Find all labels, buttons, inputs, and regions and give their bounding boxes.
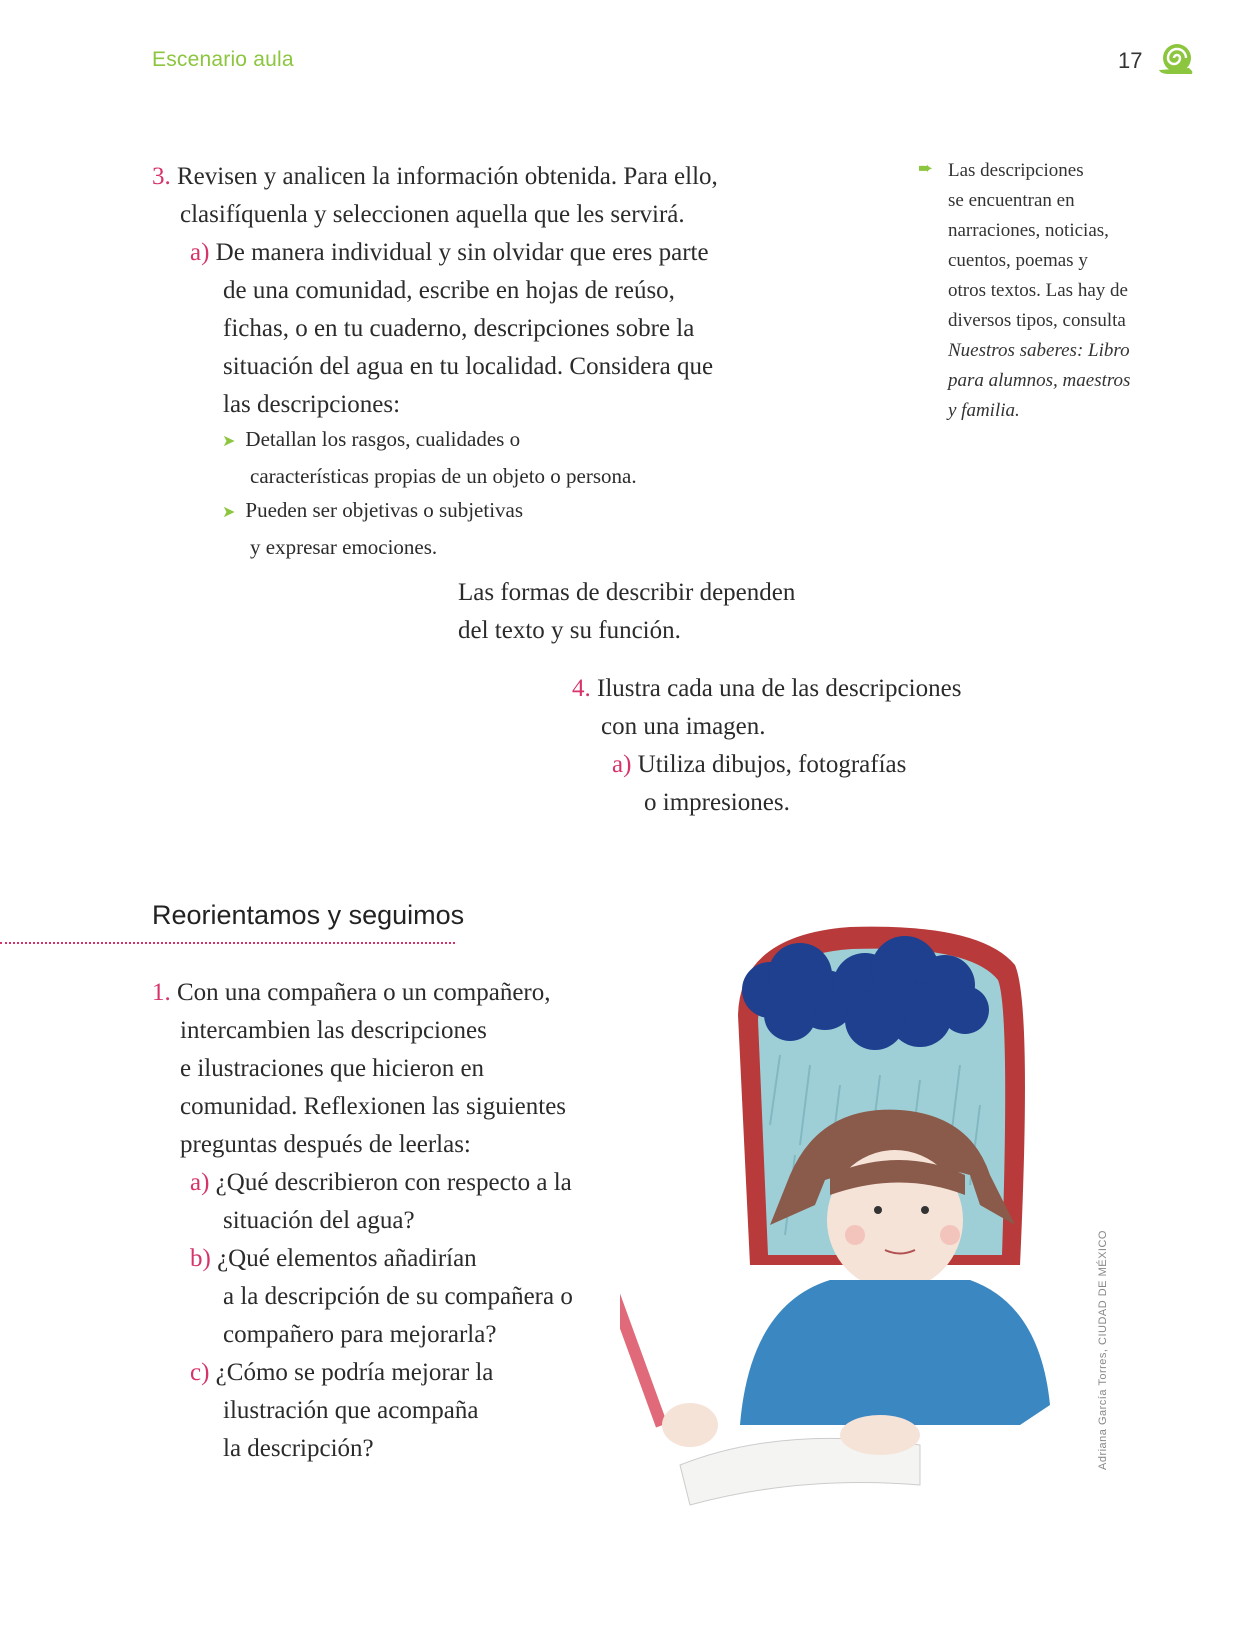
callout-text (458, 574, 878, 650)
bullet-arrow-icon: ➤ (222, 504, 236, 521)
question-letter: c) (190, 1359, 210, 1386)
step-3 (152, 158, 772, 234)
step-4-line: con una imagen. (601, 713, 766, 740)
step-3a-line: las descripciones: (223, 391, 401, 418)
callout-line: Las formas de describir dependen (458, 579, 796, 606)
question-list (190, 1164, 630, 1468)
step-3a-letter: a) (190, 239, 210, 266)
step-4-number: 4. (572, 675, 591, 702)
question-line: compañero para mejorarla? (223, 1321, 497, 1348)
step-4a-letter: a) (612, 751, 632, 778)
question-line: ¿Qué describieron con respecto a la (215, 1169, 572, 1196)
step-4a-line: o impresiones. (644, 789, 790, 816)
step-3a (190, 234, 790, 424)
question-line: situación del agua? (223, 1207, 415, 1234)
section-heading: Reorientamos y seguimos (152, 900, 465, 930)
step-3a-line: fichas, o en tu cuaderno, descripciones sobre la (223, 315, 695, 342)
side-note-line: diversos tipos, consulta (948, 310, 1126, 331)
bullet-list (222, 422, 782, 564)
question-letter: b) (190, 1245, 211, 1272)
item-1-line: intercambien las descripciones (180, 1017, 487, 1044)
question-line: ilustración que acompaña (223, 1397, 479, 1424)
side-note-line: otros textos. Las hay de (948, 280, 1128, 301)
side-note-line: cuentos, poemas y (948, 250, 1088, 271)
step-3a-line: de una comunidad, escribe en hojas de reúso, (223, 277, 675, 304)
girl-writing-illustration (620, 905, 1070, 1515)
bullet-line: características propias de un objeto o persona. (250, 464, 637, 488)
step-4 (572, 670, 1092, 746)
question-letter: a) (190, 1169, 210, 1196)
step-3a-line: situación del agua en tu localidad. Considera que (223, 353, 714, 380)
step-4-line: Ilustra cada una de las descripciones (597, 675, 962, 702)
step-4a (612, 746, 1032, 822)
page-number: 17 (1118, 48, 1143, 73)
bullet-arrow-icon: ➤ (222, 433, 236, 450)
note-arrow-icon: ➨ (918, 158, 934, 178)
step-4a-line: Utiliza dibujos, fotografías (637, 751, 907, 778)
side-note-reference: para alumnos, maestros (948, 370, 1131, 391)
side-note-line: se encuentran en (948, 190, 1075, 211)
callout-line: del texto y su función. (458, 617, 681, 644)
bullet-item (222, 422, 782, 459)
side-note-reference: y familia. (948, 400, 1020, 421)
side-note (948, 156, 1198, 426)
step-3-line: clasifíquenla y seleccionen aquella que les servirá. (180, 201, 685, 228)
side-note-line: narraciones, noticias, (948, 220, 1109, 241)
illustration-credit: Adriana García Torres, CIUDAD DE MÉXICO (1097, 1230, 1109, 1470)
item-1-line: e ilustraciones que hicieron en (180, 1055, 485, 1082)
side-note-line: Las descripciones (948, 160, 1084, 181)
item-1-line: preguntas después de leerlas: (180, 1131, 471, 1158)
item-1 (152, 974, 622, 1164)
section-divider (0, 942, 455, 944)
question-line: ¿Qué elementos añadirían (217, 1245, 477, 1272)
step-3-number: 3. (152, 163, 171, 190)
item-1-line: Con una compañera o un compañero, (177, 979, 551, 1006)
item-1-number: 1. (152, 979, 171, 1006)
question-line: a la descripción de su compañera o (223, 1283, 573, 1310)
item-1-line: comunidad. Reflexionen las siguientes (180, 1093, 567, 1120)
side-note-reference: Nuestros saberes: Libro (948, 340, 1130, 361)
snail-logo-icon (1155, 38, 1195, 78)
step-3a-line: De manera individual y sin olvidar que eres parte (215, 239, 709, 266)
bullet-item (222, 493, 782, 530)
running-header: Escenario aula (152, 48, 294, 71)
step-3-line: Revisen y analicen la información obtenida. Para ello, (177, 163, 718, 190)
question-line: ¿Cómo se podría mejorar la (215, 1359, 494, 1386)
question-line: la descripción? (223, 1435, 374, 1462)
bullet-line: y expresar emociones. (250, 535, 438, 559)
bullet-line: Detallan los rasgos, cualidades o (245, 427, 521, 451)
bullet-line: Pueden ser objetivas o subjetivas (245, 498, 524, 522)
